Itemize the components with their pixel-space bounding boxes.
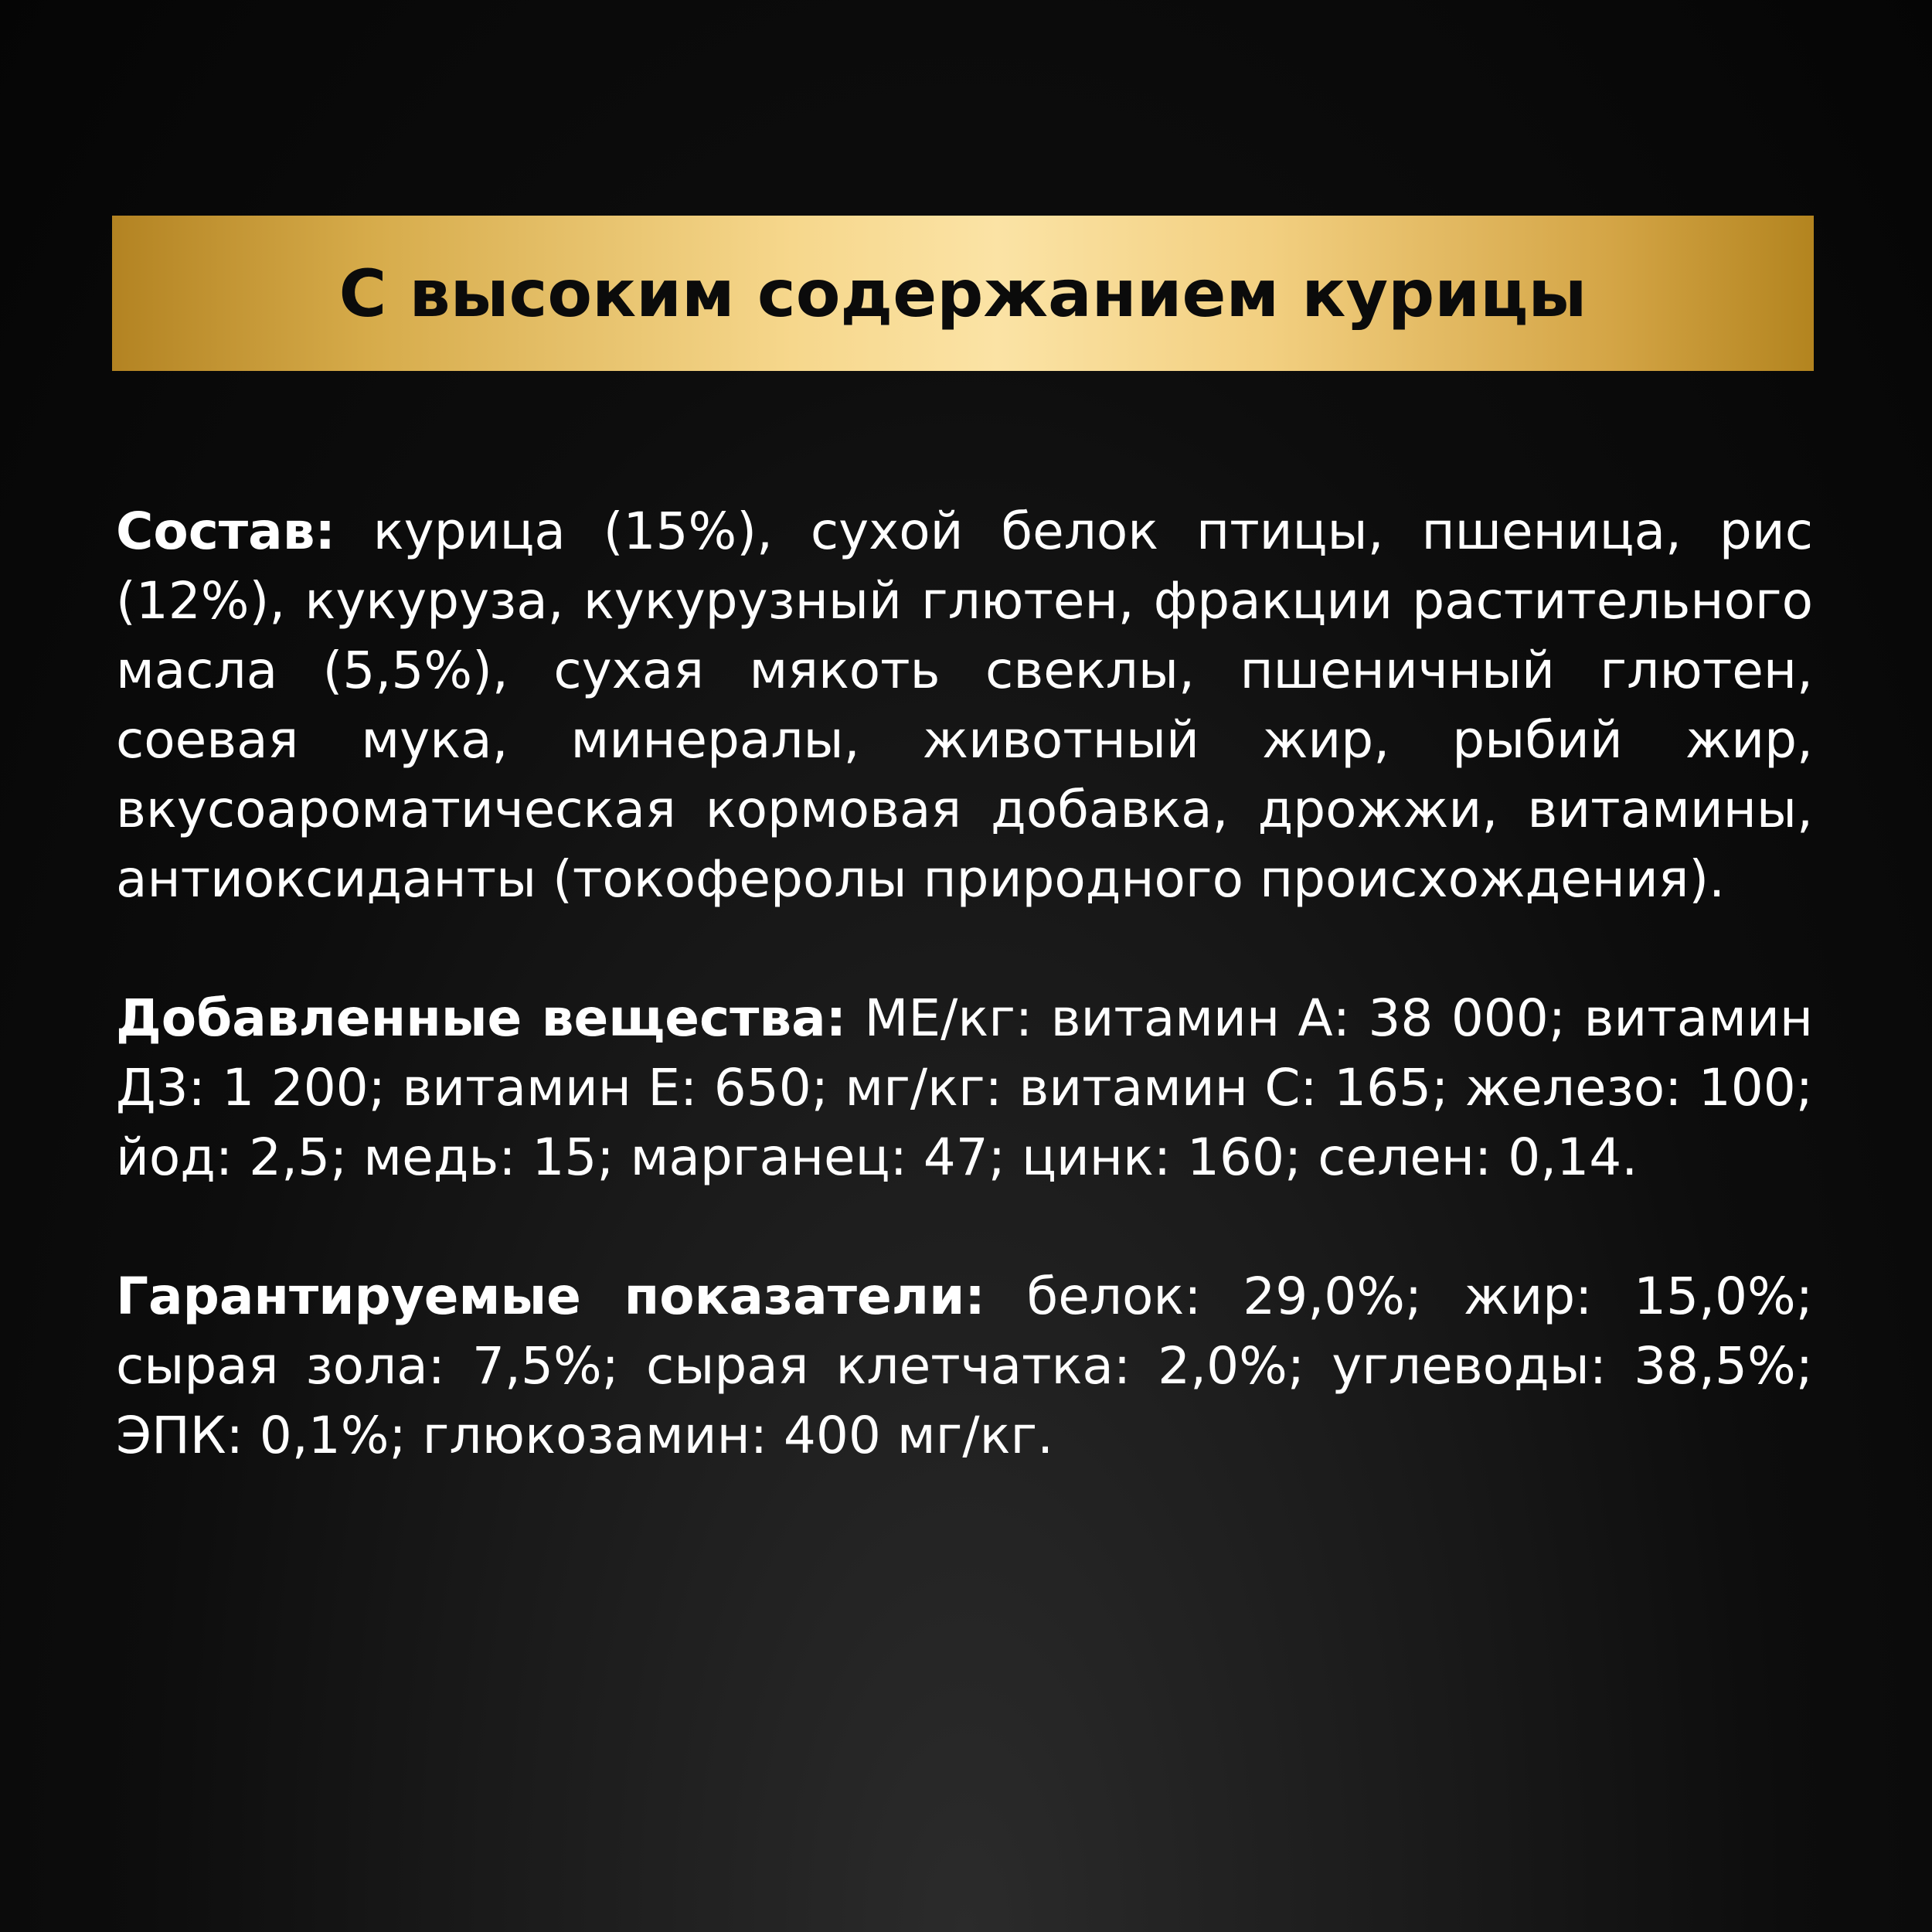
guaranteed-analysis-text: белок: 29,0%; жир: 15,0%; сырая зола: 7,5%; сырая клетчатка: 2,0%; углеводы: 38,5%; ЭПК: 0,1%; глюкозамин: 400 мг/кг. — [116, 1267, 1813, 1465]
product-info — [116, 497, 1813, 1471]
guaranteed-analysis-label: Гарантируемые показатели: — [116, 1267, 985, 1326]
composition-text: курица (15%), сухой белок птицы, пшеница, рис (12%), кукуруза, кукурузный глютен, фракции растительного масла (5,5%), сухая мякоть свеклы, пшеничный глютен, соевая мука, минералы, животный жир, рыбий жир, вкусоароматическая кормовая добавка, дрожжи, витамины, антиоксиданты (токоферолы природного происхождения). — [116, 502, 1813, 909]
composition-section — [116, 497, 1813, 914]
title-banner — [112, 216, 1814, 371]
additives-label: Добавленные вещества: — [116, 988, 847, 1048]
banner-title: С высоким содержанием курицы — [338, 255, 1587, 332]
composition-label: Состав: — [116, 502, 335, 561]
guaranteed-analysis-section — [116, 1262, 1813, 1471]
additives-section — [116, 984, 1813, 1192]
additives-text: МЕ/кг: витамин А: 38 000; витамин Д3: 1 200; витамин Е: 650; мг/кг: витамин С: 165; железо: 100; йод: 2,5; медь: 15; марганец: 47; цинк: 160; селен: 0,14. — [116, 988, 1813, 1187]
